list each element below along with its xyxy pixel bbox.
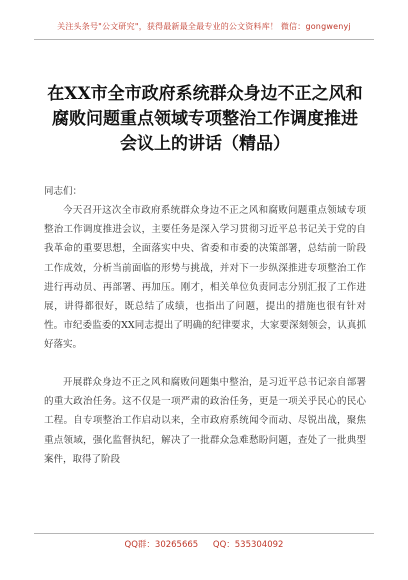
footer-divider xyxy=(34,533,374,534)
footer-qq-number: QQ：535304092 xyxy=(212,540,284,550)
document-title: 在XX市全市政府系统群众身边不正之风和腐败问题重点领域专项整治工作调度推进会议上的讲话（精品） xyxy=(47,84,363,154)
salutation: 同志们： xyxy=(44,186,83,197)
header-promo-note: 关注头条号"公文研究"，获得最新最全最专业的公文资料库！ 微信：gongwenyj xyxy=(57,22,351,31)
header-divider xyxy=(34,39,374,40)
footer-qq-group: QQ群：30265665 xyxy=(124,540,199,550)
body-paragraph-1: 今天召开这次全市政府系统群众身边不正之风和腐败问题重点领域专项整治工作调度推进会议，主要任务是深入学习贯彻习近平总书记关于党的自我革命的重要思想，全面落实中央、省委和市委的决策部署，总结前一阶段工作成效，分析当前面临的形势与挑战，并对下一步纵深推进专项整治工作进行再动员、再部署、再加压。刚才，相关单位负责同志分别汇报了工作进展，讲得都很好，既总结了成绩，也指出了问题，提出的措施也很有针对性。市纪委监委的XX同志提出了明确的纪律要求，大家要深刻领会，认真抓好落实。 xyxy=(44,205,366,351)
footer-contact xyxy=(0,538,408,550)
body-paragraph-2: 开展群众身边不正之风和腐败问题集中整治，是习近平总书记亲自部署的重大政治任务。这不仅是一项严肃的政治任务，更是一项关乎民心的民心工程。自专项整治工作启动以来，全市政府系统闻令而动、尽锐出战，聚焦重点领域，强化监督执纪，解决了一批群众急难愁盼问题，查处了一批典型案件，取得了阶段 xyxy=(44,377,366,465)
